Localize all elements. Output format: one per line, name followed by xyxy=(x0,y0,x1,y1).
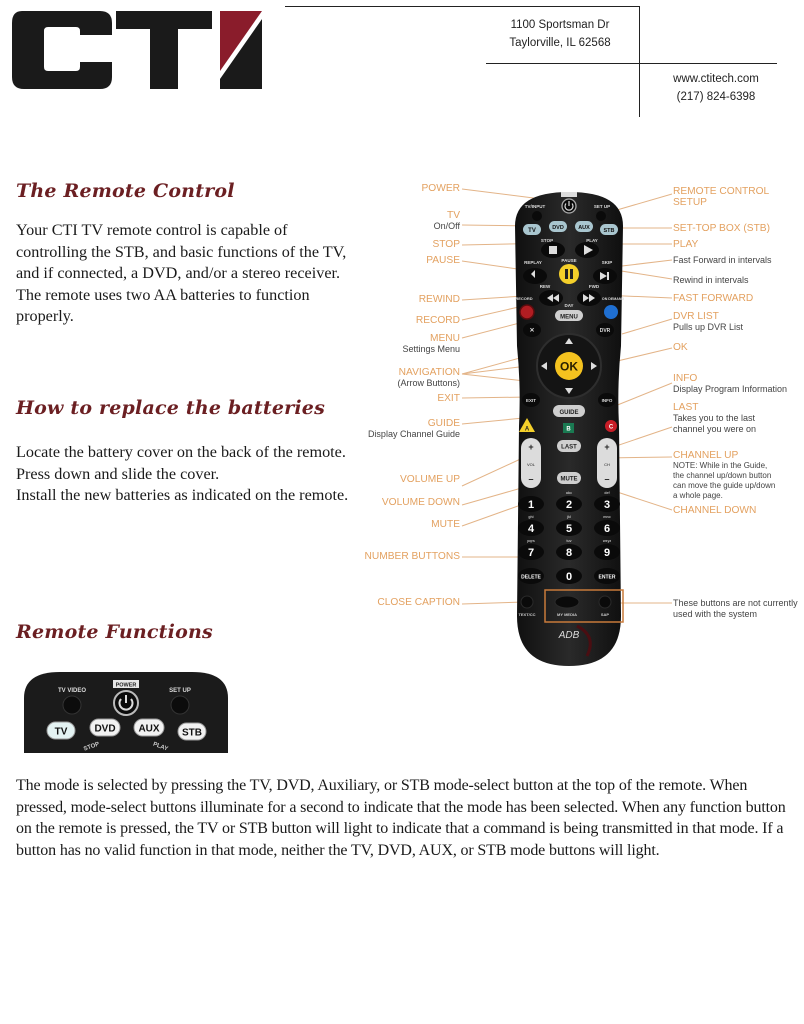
section-title-functions: Remote Functions xyxy=(16,621,213,643)
svg-text:8: 8 xyxy=(565,547,573,559)
svg-text:LAST: LAST xyxy=(561,444,577,451)
label-record: RECORD xyxy=(415,315,460,326)
svg-text:2: 2 xyxy=(565,499,573,511)
svg-text:+: + xyxy=(604,442,610,452)
label-exit: EXIT xyxy=(437,393,460,404)
battery-steps xyxy=(16,442,361,507)
label-fast-forward: FAST FORWARD xyxy=(673,293,754,304)
svg-text:SET UP: SET UP xyxy=(593,204,611,209)
svg-text:STB: STB xyxy=(603,228,615,234)
header-rule-middle xyxy=(486,63,777,64)
label-channel-down: CHANNEL DOWN xyxy=(673,505,757,516)
svg-text:+: + xyxy=(528,442,534,452)
cti-logo xyxy=(12,5,264,91)
label-volume-up: VOLUME UP xyxy=(399,474,460,485)
label-number-buttons: NUMBER BUTTONS xyxy=(364,551,460,562)
label-info: INFO xyxy=(673,373,698,384)
label-ok: OK xyxy=(673,342,688,353)
label-channel-up: CHANNEL UP xyxy=(673,450,739,461)
svg-text:ENTER: ENTER xyxy=(598,574,616,581)
svg-text:AUX: AUX xyxy=(138,723,160,735)
battery-step-1: Locate the battery cover on the back of the remote. xyxy=(16,443,346,461)
svg-text:AUX: AUX xyxy=(578,225,590,231)
svg-text:5: 5 xyxy=(565,523,573,535)
label-stb: SET-TOP BOX (STB) xyxy=(673,223,770,234)
label-last: LAST xyxy=(673,402,699,413)
svg-text:DVD: DVD xyxy=(94,723,116,735)
svg-text:OK: OK xyxy=(560,359,578,374)
header-rule-vertical xyxy=(639,6,640,117)
phone-number: (217) 824-6398 xyxy=(676,91,756,103)
battery-step-2: Press down and slide the cover. xyxy=(16,464,220,483)
svg-text:1: 1 xyxy=(527,499,535,511)
label-tv: TV xyxy=(446,210,460,221)
header-address xyxy=(490,16,630,52)
label-close-caption: CLOSE CAPTION xyxy=(377,597,460,608)
svg-text:TV VIDEO: TV VIDEO xyxy=(57,688,87,694)
label-info-sub: Display Program Information xyxy=(673,384,788,394)
label-volume-down: VOLUME DOWN xyxy=(381,497,460,508)
svg-text:tuv: tuv xyxy=(566,539,572,543)
address-line-1: 1100 Sportsman Dr xyxy=(510,19,610,31)
svg-text:MY MEDIA: MY MEDIA xyxy=(557,612,577,617)
svg-text:ADB: ADB xyxy=(558,630,580,641)
label-tv-sub: On/Off xyxy=(433,221,460,231)
svg-text:FWD: FWD xyxy=(588,284,600,289)
remote-diagram xyxy=(360,172,804,672)
svg-text:MENU: MENU xyxy=(560,314,578,321)
label-play: PLAY xyxy=(673,239,699,250)
label-menu-sub: Settings Menu xyxy=(402,344,460,354)
svg-text:SKIP: SKIP xyxy=(601,260,613,265)
remote-top-photo xyxy=(20,668,232,753)
svg-text:SAP: SAP xyxy=(600,612,610,617)
svg-text:VOL: VOL xyxy=(526,462,536,467)
svg-text:B: B xyxy=(566,426,571,433)
remote-control-description: Your CTI TV remote control is capable of controlling the STB, and basic functions of the TV, and if connected, a DVD, and/or a stereo receiver. The remote uses two AA batteries to function properly. xyxy=(16,221,347,325)
svg-text:STB: STB xyxy=(182,727,202,739)
svg-text:RECORD: RECORD xyxy=(515,296,533,301)
svg-text:TV: TV xyxy=(54,726,68,738)
section-title-remote-control: The Remote Control xyxy=(16,180,235,202)
svg-text:STOP: STOP xyxy=(540,238,554,243)
remote-control-illustration xyxy=(507,186,631,670)
svg-text:EXIT: EXIT xyxy=(525,398,537,403)
label-guide-sub: Display Channel Guide xyxy=(367,429,460,439)
svg-text:pqrs: pqrs xyxy=(527,539,535,543)
svg-text:GUIDE: GUIDE xyxy=(559,410,579,416)
label-remote-setup: REMOTE CONTROL SETUP xyxy=(673,186,770,208)
svg-text:def: def xyxy=(604,491,610,495)
svg-text:A: A xyxy=(524,426,530,433)
svg-text:SET UP: SET UP xyxy=(169,688,191,694)
svg-text:–: – xyxy=(528,474,534,484)
website-link[interactable]: www.ctitech.com xyxy=(673,73,759,85)
svg-text:POWER: POWER xyxy=(115,682,137,689)
svg-text:PLAY: PLAY xyxy=(586,238,598,243)
svg-text:6: 6 xyxy=(603,523,611,535)
address-line-2: Taylorville, IL 62568 xyxy=(509,37,611,49)
svg-text:TEXT/CC: TEXT/CC xyxy=(518,612,536,617)
svg-text:REW: REW xyxy=(539,284,551,289)
label-power: POWER xyxy=(421,183,460,194)
svg-text:7: 7 xyxy=(527,547,535,559)
svg-text:STOP: STOP xyxy=(83,741,101,753)
svg-text:MUTE: MUTE xyxy=(560,476,578,483)
svg-text:–: – xyxy=(604,474,610,484)
svg-text:CH: CH xyxy=(604,462,610,467)
svg-text:TV/INPUT: TV/INPUT xyxy=(524,204,546,209)
label-dvr-list-sub: Pulls up DVR List xyxy=(673,322,744,332)
svg-text:PAUSE: PAUSE xyxy=(561,258,577,263)
label-stop: STOP xyxy=(432,239,460,250)
remote-functions-description: The mode is selected by pressing the TV, DVD, Auxiliary, or STB mode-select button at the top of the remote. When pressed, mode-select buttons illuminate for a second to indicate that the mode has been selected. When any function button on the remote is pressed, the TV or STB button will light to indicate that a command is being transmitted in that mode. If a button has no valid function in that mode, neither the TV, DVD, AUX, or STB mode buttons will light. xyxy=(16,777,786,859)
label-skip-forward: Fast Forward in intervals xyxy=(673,255,772,265)
svg-text:ON DEMAND: ON DEMAND xyxy=(601,297,625,301)
svg-text:DVR: DVR xyxy=(599,328,611,334)
label-menu: MENU xyxy=(430,333,460,344)
svg-text:INFO: INFO xyxy=(601,398,613,403)
label-unused-buttons: These buttons are not currently used with the system xyxy=(673,598,798,619)
label-dvr-list: DVR LIST xyxy=(673,311,719,322)
svg-text:mno: mno xyxy=(603,515,611,519)
header-contact xyxy=(645,70,787,106)
svg-text:wxyz: wxyz xyxy=(602,539,612,543)
label-pause: PAUSE xyxy=(426,255,460,266)
svg-text:ghi: ghi xyxy=(528,515,534,519)
svg-text:3: 3 xyxy=(603,499,611,511)
label-guide: GUIDE xyxy=(427,418,460,429)
svg-text:✕: ✕ xyxy=(529,328,535,334)
svg-text:REPLAY: REPLAY xyxy=(524,260,542,265)
svg-text:4: 4 xyxy=(527,523,535,535)
svg-text:TV: TV xyxy=(528,228,536,234)
svg-text:C: C xyxy=(608,424,614,431)
header-rule-top xyxy=(285,6,640,7)
label-last-sub: Takes you to the last channel you were on xyxy=(673,413,757,434)
svg-text:0: 0 xyxy=(565,571,573,583)
label-skip-back: Rewind in intervals xyxy=(673,275,749,285)
section-title-batteries: How to replace the batteries xyxy=(16,397,325,419)
svg-text:DAY: DAY xyxy=(564,303,574,308)
label-rewind: REWIND xyxy=(418,294,460,305)
label-channel-note: NOTE: While in the Guide, the channel up/down button can move the guide up/down a whole page. xyxy=(673,461,776,500)
label-navigation-sub: (Arrow Buttons) xyxy=(397,378,460,388)
svg-text:jkl: jkl xyxy=(567,515,571,519)
svg-text:DVD: DVD xyxy=(552,225,564,231)
battery-step-3: Install the new batteries as indicated on the remote. xyxy=(16,486,349,504)
svg-text:abc: abc xyxy=(565,491,573,495)
label-navigation: NAVIGATION xyxy=(398,367,460,378)
svg-text:DELETE: DELETE xyxy=(521,574,541,581)
label-mute: MUTE xyxy=(431,519,460,530)
svg-text:PLAY: PLAY xyxy=(152,741,169,753)
svg-text:9: 9 xyxy=(603,547,611,559)
